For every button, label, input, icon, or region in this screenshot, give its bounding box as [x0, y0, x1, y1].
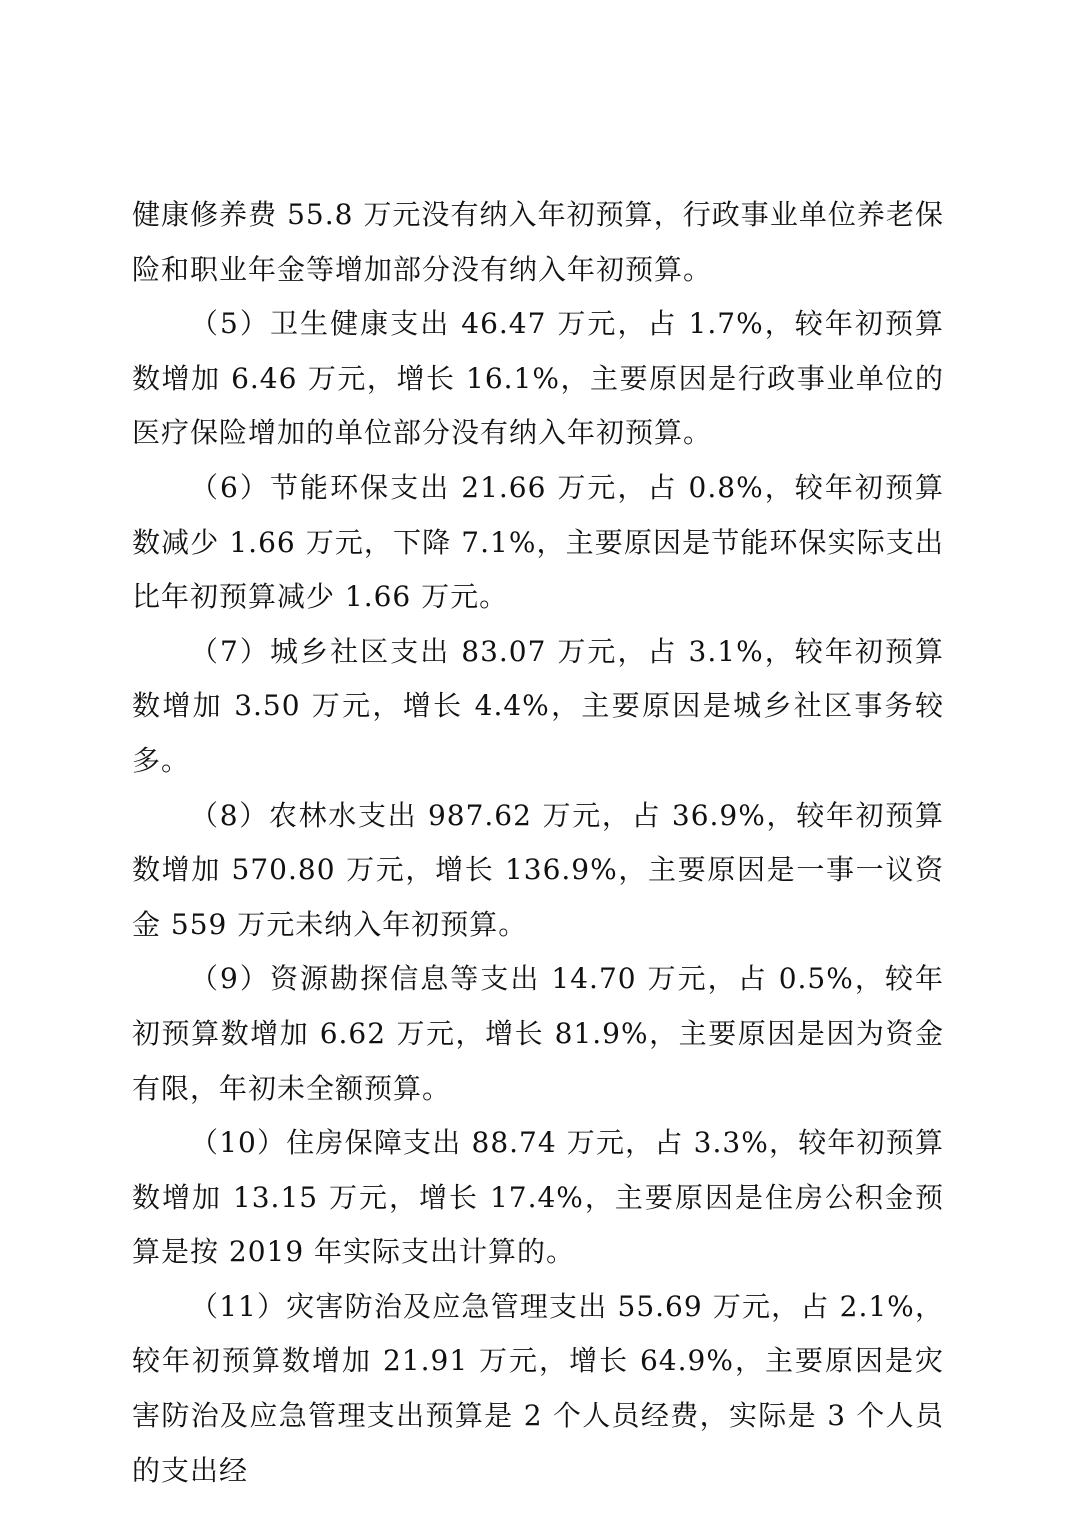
paragraph-disaster-prevention-expenditure: （11）灾害防治及应急管理支出 55.69 万元，占 2.1%，较年初预算数增加 21.91 万元，增长 64.9%，主要原因是灾害防治及应急管理支出预算是 2 个人员经费，实际是 3 个人员的支出经	[132, 1289, 944, 1487]
paragraph-resource-exploration-expenditure: （9）资源勘探信息等支出 14.70 万元，占 0.5%，较年初预算数增加 6.62 万元，增长 81.9%，主要原因是因为资金有限，年初未全额预算。	[132, 962, 944, 1105]
paragraph-urban-rural-community-expenditure: （7）城乡社区支出 83.07 万元，占 3.1%，较年初预算数增加 3.50 万元，增长 4.4%，主要原因是城乡社区事务较多。	[132, 634, 944, 777]
paragraph-continuation: 健康修养费 55.8 万元没有纳入年初预算，行政事业单位养老保险和职业年金等增加部分没有纳入年初预算。	[132, 198, 944, 286]
paragraph-energy-environment-expenditure: （6）节能环保支出 21.66 万元，占 0.8%，较年初预算数减少 1.66 万元，下降 7.1%，主要原因是节能环保实际支出比年初预算减少 1.66 万元。	[132, 470, 944, 614]
paragraph-health-expenditure: （5）卫生健康支出 46.47 万元，占 1.7%，较年初预算数增加 6.46 万元，增长 16.1%，主要原因是行政事业单位的医疗保险增加的单位部分没有纳入年初预算。	[132, 307, 944, 450]
paragraph-agriculture-forestry-water-expenditure: （8）农林水支出 987.62 万元，占 36.9%，较年初预算数增加 570.80 万元，增长 136.9%，主要原因是一事一议资金 559 万元未纳入年初预算。	[132, 798, 944, 941]
paragraph-housing-security-expenditure: （10）住房保障支出 88.74 万元，占 3.3%，较年初预算数增加 13.15 万元，增长 17.4%，主要原因是住房公积金预算是按 2019 年实际支出计算的。	[132, 1126, 944, 1269]
document-body	[132, 188, 944, 1498]
